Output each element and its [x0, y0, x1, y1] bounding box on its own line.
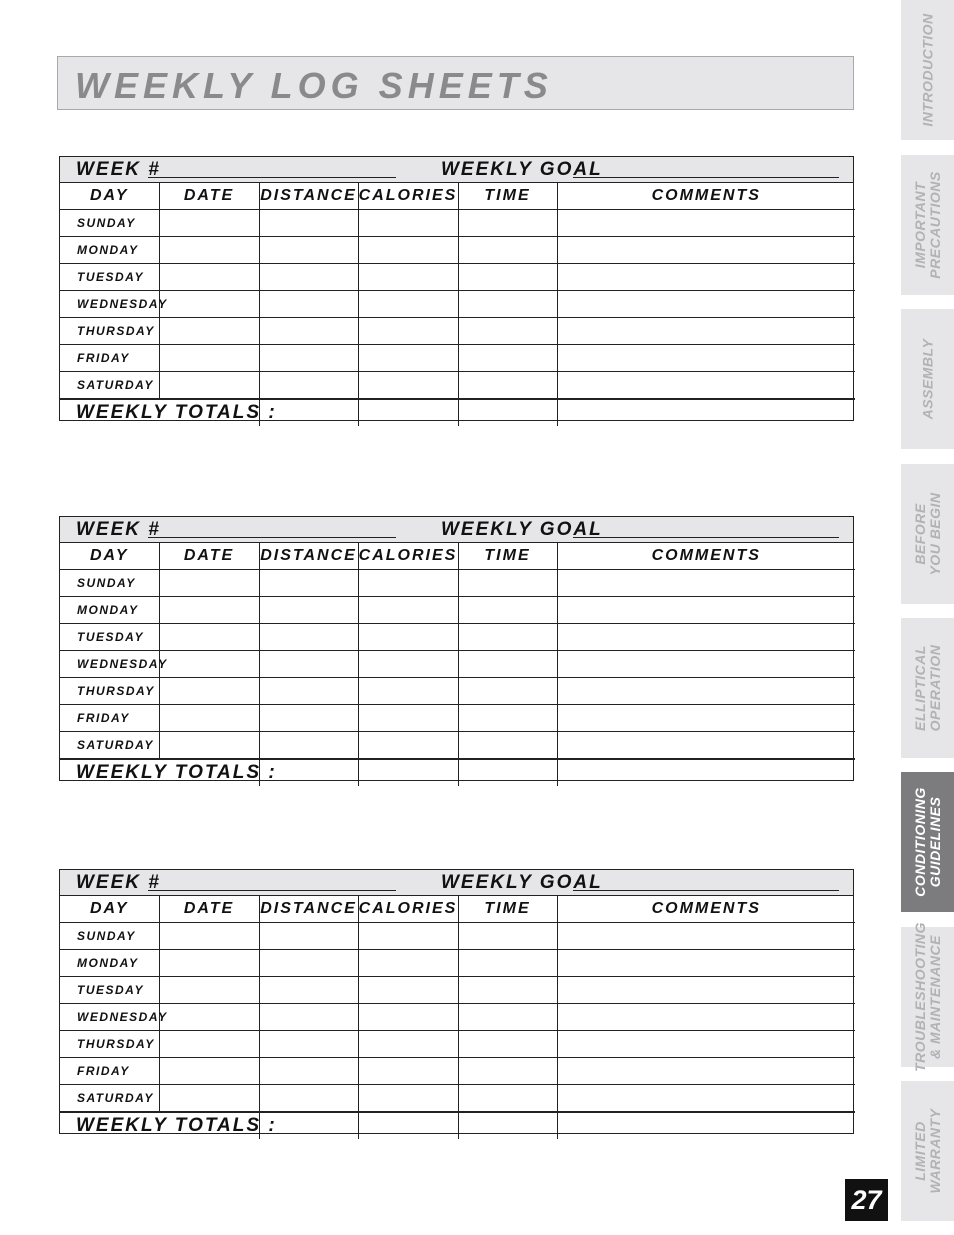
day-label: SATURDAY: [60, 732, 159, 760]
entry-cell[interactable]: [458, 345, 557, 372]
day-label: THURSDAY: [60, 318, 159, 345]
section-tab[interactable]: [901, 0, 954, 140]
day-label: SUNDAY: [77, 216, 136, 230]
entry-cell[interactable]: [159, 977, 259, 1004]
column-header: COMMENTS: [557, 896, 855, 923]
day-row: [60, 977, 855, 1004]
entry-cell[interactable]: [259, 977, 358, 1004]
entry-cell[interactable]: [159, 1031, 259, 1058]
weekly-goal-label: WEEKLY GOAL: [441, 519, 603, 540]
weekly-totals-label: WEEKLY TOTALS :: [60, 399, 259, 426]
day-row: [60, 1004, 855, 1031]
entry-cell[interactable]: [159, 651, 259, 678]
total-cell[interactable]: [458, 759, 557, 786]
section-tab[interactable]: [901, 922, 954, 1072]
entry-cell[interactable]: [358, 291, 458, 318]
day-label: THURSDAY: [60, 678, 159, 705]
entry-cell[interactable]: [159, 950, 259, 977]
weekly-goal-label: WEEKLY GOAL: [441, 872, 603, 893]
entry-cell[interactable]: [159, 210, 259, 237]
entry-cell[interactable]: [159, 318, 259, 345]
entry-cell[interactable]: [557, 318, 855, 345]
entry-cell[interactable]: [557, 624, 855, 651]
entry-cell[interactable]: [557, 678, 855, 705]
entry-cell[interactable]: [159, 570, 259, 597]
entry-cell[interactable]: [557, 210, 855, 237]
day-label: WEDNESDAY: [60, 291, 159, 318]
column-header: TIME: [458, 543, 557, 570]
week-number-label: WEEK #: [76, 159, 161, 180]
day-row: [60, 372, 855, 400]
day-row: [60, 923, 855, 950]
entry-cell[interactable]: [458, 1031, 557, 1058]
entry-cell[interactable]: [557, 597, 855, 624]
total-cell[interactable]: [458, 399, 557, 426]
entry-cell[interactable]: [159, 345, 259, 372]
total-cell[interactable]: [557, 759, 855, 786]
entry-cell[interactable]: [458, 624, 557, 651]
entry-cell[interactable]: [358, 1085, 458, 1113]
entry-cell[interactable]: [557, 345, 855, 372]
entry-cell[interactable]: [458, 264, 557, 291]
day-label: MONDAY: [60, 597, 159, 624]
day-row: [60, 624, 855, 651]
log-grid: [60, 183, 855, 426]
section-tab[interactable]: [901, 155, 954, 295]
day-row: [60, 678, 855, 705]
entry-cell[interactable]: [557, 977, 855, 1004]
column-header: DISTANCE: [259, 896, 358, 923]
entry-cell[interactable]: [358, 345, 458, 372]
day-label: MONDAY: [60, 237, 159, 264]
total-cell[interactable]: [458, 1112, 557, 1139]
entry-cell[interactable]: [458, 977, 557, 1004]
entry-cell[interactable]: [259, 237, 358, 264]
entry-cell[interactable]: [458, 1058, 557, 1085]
section-tab-label: CONDITIONING GUIDELINES: [911, 787, 943, 897]
entry-cell[interactable]: [358, 624, 458, 651]
column-header: CALORIES: [358, 896, 458, 923]
entry-cell[interactable]: [159, 678, 259, 705]
entry-cell[interactable]: [557, 1085, 855, 1113]
entry-cell[interactable]: [259, 732, 358, 760]
column-header: CALORIES: [358, 543, 458, 570]
entry-cell[interactable]: [358, 732, 458, 760]
weekly-goal-label: WEEKLY GOAL: [441, 159, 603, 180]
day-row: [60, 570, 855, 597]
entry-cell[interactable]: [557, 1031, 855, 1058]
total-cell[interactable]: [358, 1112, 458, 1139]
log-header: [60, 157, 853, 183]
entry-cell[interactable]: [458, 291, 557, 318]
day-row: [60, 1058, 855, 1085]
log-grid: [60, 896, 855, 1139]
entry-cell[interactable]: [259, 1085, 358, 1113]
totals-row: [60, 1112, 855, 1139]
section-tab[interactable]: [901, 618, 954, 758]
entry-cell[interactable]: [358, 570, 458, 597]
section-tab-label: ELLIPTICAL OPERATION: [911, 644, 943, 732]
weekly-goal-line[interactable]: [573, 177, 839, 178]
column-header-row: [60, 183, 855, 210]
entry-cell[interactable]: [358, 705, 458, 732]
entry-cell[interactable]: [458, 237, 557, 264]
entry-cell[interactable]: [159, 624, 259, 651]
column-header: COMMENTS: [557, 543, 855, 570]
column-header-row: [60, 543, 855, 570]
entry-cell[interactable]: [458, 372, 557, 400]
entry-cell[interactable]: [358, 597, 458, 624]
entry-cell[interactable]: [159, 372, 259, 400]
entry-cell[interactable]: [358, 1031, 458, 1058]
section-tab-label: INTRODUCTION: [919, 13, 935, 127]
weekly-log-1: [59, 156, 854, 421]
section-tab-label: BEFORE YOU BEGIN: [911, 492, 943, 576]
day-label: THURSDAY: [60, 1031, 159, 1058]
column-header: DISTANCE: [259, 543, 358, 570]
day-label: TUESDAY: [60, 624, 159, 651]
entry-cell[interactable]: [259, 372, 358, 400]
day-row: [60, 291, 855, 318]
entry-cell[interactable]: [557, 950, 855, 977]
column-header: TIME: [458, 183, 557, 210]
week-number-line[interactable]: [148, 890, 396, 891]
week-number-line[interactable]: [148, 177, 396, 178]
day-label: FRIDAY: [60, 705, 159, 732]
page-number: 27: [845, 1179, 888, 1221]
entry-cell[interactable]: [358, 678, 458, 705]
column-header: DISTANCE: [259, 183, 358, 210]
column-header: DAY: [60, 183, 159, 210]
weekly-totals-label: WEEKLY TOTALS :: [60, 1112, 259, 1139]
totals-row: [60, 759, 855, 786]
entry-cell[interactable]: [557, 237, 855, 264]
entry-cell[interactable]: [358, 950, 458, 977]
entry-cell[interactable]: [159, 732, 259, 760]
entry-cell[interactable]: [458, 705, 557, 732]
day-label: FRIDAY: [60, 1058, 159, 1085]
entry-cell[interactable]: [458, 1004, 557, 1031]
entry-cell[interactable]: [358, 372, 458, 400]
day-row: [60, 1031, 855, 1058]
section-tab-label: TROUBLESHOOTING & MAINTENANCE: [911, 922, 943, 1072]
column-header-row: [60, 896, 855, 923]
entry-cell[interactable]: [557, 1004, 855, 1031]
entry-cell[interactable]: [259, 923, 358, 950]
entry-cell[interactable]: [159, 597, 259, 624]
entry-cell[interactable]: [557, 705, 855, 732]
day-label: TUESDAY: [60, 264, 159, 291]
total-cell[interactable]: [358, 399, 458, 426]
column-header: CALORIES: [358, 183, 458, 210]
entry-cell[interactable]: [458, 210, 557, 237]
week-number-line[interactable]: [148, 537, 396, 538]
weekly-log-2: [59, 516, 854, 781]
day-row: [60, 651, 855, 678]
page-title: WEEKLY LOG SHEETS: [75, 65, 553, 106]
entry-cell[interactable]: [259, 950, 358, 977]
entry-cell[interactable]: [358, 1004, 458, 1031]
entry-cell[interactable]: [358, 651, 458, 678]
day-row: [60, 318, 855, 345]
entry-cell[interactable]: [458, 923, 557, 950]
day-row: [60, 732, 855, 760]
day-label: SUNDAY: [77, 576, 136, 590]
entry-cell[interactable]: [259, 291, 358, 318]
day-label: MONDAY: [60, 950, 159, 977]
entry-cell[interactable]: [259, 264, 358, 291]
day-label: SATURDAY: [60, 1085, 159, 1113]
day-label: WEDNESDAY: [60, 1004, 159, 1031]
day-label: SUNDAY: [77, 929, 136, 943]
section-tab[interactable]: [901, 772, 954, 912]
entry-cell[interactable]: [557, 1058, 855, 1085]
day-label: TUESDAY: [60, 977, 159, 1004]
entry-cell[interactable]: [358, 210, 458, 237]
totals-row: [60, 399, 855, 426]
entry-cell[interactable]: [259, 1058, 358, 1085]
entry-cell[interactable]: [358, 1058, 458, 1085]
total-cell[interactable]: [557, 399, 855, 426]
entry-cell[interactable]: [259, 345, 358, 372]
section-tab[interactable]: [901, 309, 954, 449]
column-header: COMMENTS: [557, 183, 855, 210]
day-row: [60, 237, 855, 264]
entry-cell[interactable]: [159, 291, 259, 318]
column-header: DAY: [60, 896, 159, 923]
entry-cell[interactable]: [259, 1004, 358, 1031]
section-tab-label: ASSEMBLY: [919, 338, 935, 420]
weekly-totals-label: WEEKLY TOTALS :: [60, 759, 259, 786]
entry-cell[interactable]: [259, 318, 358, 345]
entry-cell[interactable]: [557, 570, 855, 597]
entry-cell[interactable]: [458, 678, 557, 705]
entry-cell[interactable]: [159, 1004, 259, 1031]
entry-cell[interactable]: [557, 291, 855, 318]
day-label: FRIDAY: [60, 345, 159, 372]
entry-cell[interactable]: [259, 651, 358, 678]
weekly-goal-line[interactable]: [573, 537, 839, 538]
entry-cell[interactable]: [458, 732, 557, 760]
entry-cell[interactable]: [159, 237, 259, 264]
column-header: DATE: [159, 896, 259, 923]
day-row: [60, 705, 855, 732]
week-number-label: WEEK #: [76, 872, 161, 893]
entry-cell[interactable]: [458, 950, 557, 977]
entry-cell[interactable]: [557, 923, 855, 950]
day-row: [60, 950, 855, 977]
page-title-box: [57, 56, 854, 110]
entry-cell[interactable]: [159, 264, 259, 291]
entry-cell[interactable]: [358, 264, 458, 291]
section-tab-label: LIMITED WARRANTY: [911, 1108, 943, 1194]
log-grid: [60, 543, 855, 786]
entry-cell[interactable]: [259, 705, 358, 732]
entry-cell[interactable]: [259, 624, 358, 651]
entry-cell[interactable]: [358, 977, 458, 1004]
entry-cell[interactable]: [557, 372, 855, 400]
column-header: DATE: [159, 183, 259, 210]
entry-cell[interactable]: [159, 1085, 259, 1113]
column-header: DATE: [159, 543, 259, 570]
entry-cell[interactable]: [259, 1031, 358, 1058]
section-tab[interactable]: [901, 464, 954, 604]
entry-cell[interactable]: [358, 923, 458, 950]
entry-cell[interactable]: [458, 1085, 557, 1113]
entry-cell[interactable]: [159, 1058, 259, 1085]
entry-cell[interactable]: [458, 597, 557, 624]
section-tab-label: IMPORTANT PRECAUTIONS: [911, 171, 943, 279]
entry-cell[interactable]: [259, 210, 358, 237]
log-header: [60, 517, 853, 543]
entry-cell[interactable]: [259, 597, 358, 624]
entry-cell[interactable]: [557, 264, 855, 291]
total-cell[interactable]: [358, 759, 458, 786]
column-header: DAY: [60, 543, 159, 570]
entry-cell[interactable]: [259, 678, 358, 705]
entry-cell[interactable]: [458, 570, 557, 597]
entry-cell[interactable]: [557, 732, 855, 760]
entry-cell[interactable]: [458, 651, 557, 678]
entry-cell[interactable]: [557, 651, 855, 678]
entry-cell[interactable]: [259, 570, 358, 597]
weekly-log-3: [59, 869, 854, 1134]
entry-cell[interactable]: [458, 318, 557, 345]
section-tabs: [901, 0, 954, 1235]
section-tab[interactable]: [901, 1081, 954, 1221]
column-header: TIME: [458, 896, 557, 923]
log-header: [60, 870, 853, 896]
day-label: SATURDAY: [60, 372, 159, 400]
total-cell[interactable]: [557, 1112, 855, 1139]
day-row: [60, 264, 855, 291]
day-label: WEDNESDAY: [60, 651, 159, 678]
day-row: [60, 1085, 855, 1113]
day-row: [60, 345, 855, 372]
entry-cell[interactable]: [358, 237, 458, 264]
weekly-goal-line[interactable]: [573, 890, 839, 891]
week-number-label: WEEK #: [76, 519, 161, 540]
entry-cell[interactable]: [358, 318, 458, 345]
entry-cell[interactable]: [159, 923, 259, 950]
day-row: [60, 597, 855, 624]
day-row: [60, 210, 855, 237]
entry-cell[interactable]: [159, 705, 259, 732]
